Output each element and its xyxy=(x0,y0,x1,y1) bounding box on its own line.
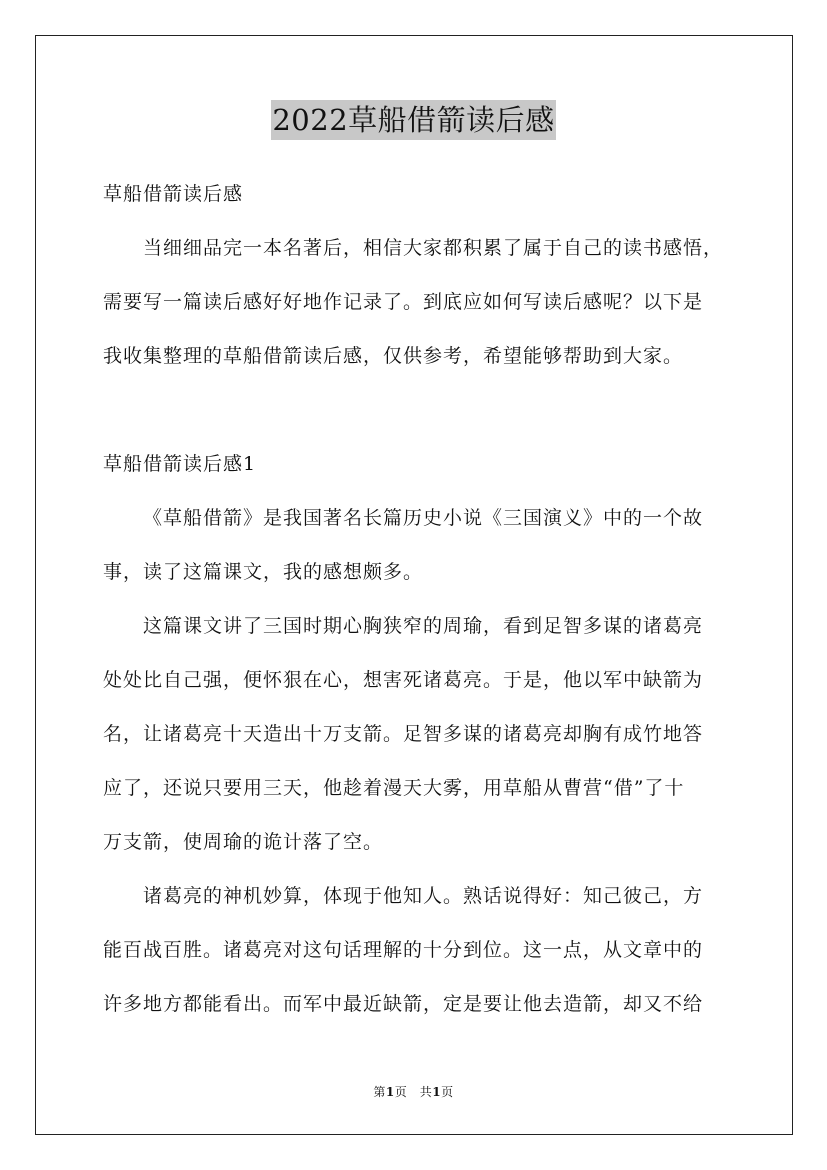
paragraph-line: 名，让诸葛亮十天造出十万支箭。足智多谋的诸葛亮却胸有成竹地答 xyxy=(103,723,704,745)
document-title: 2022草船借箭读后感 xyxy=(271,100,555,140)
page-prefix: 第 xyxy=(373,1085,386,1099)
paragraph-line: 这篇课文讲了三国时期心胸狭窄的周瑜，看到足智多谋的诸葛亮 xyxy=(143,615,704,637)
page-footer xyxy=(0,1083,827,1101)
section-heading: 草船借箭读后感1 xyxy=(103,453,257,475)
paragraph-line: 许多地方都能看出。而军中最近缺箭，定是要让他去造箭，却又不给 xyxy=(103,993,704,1015)
blank-line xyxy=(103,391,728,445)
paragraph-line: 处处比自己强，便怀狠在心，想害死诸葛亮。于是，他以军中缺箭为 xyxy=(103,669,704,691)
document-body xyxy=(103,175,728,1039)
paragraph-line: 诸葛亮的神机妙算，体现于他知人。熟话说得好：知己彼己，方 xyxy=(143,885,704,907)
paragraph-line: 事，读了这篇课文，我的感想颇多。 xyxy=(103,561,424,583)
document-subtitle: 草船借箭读后感 xyxy=(103,183,244,205)
paragraph-line: 应了，还说只要用三天，他趁着漫天大雾，用草船从曹营“借”了十 xyxy=(103,777,685,799)
paragraph-line: 当细细品完一本名著后，相信大家都积累了属于自己的读书感悟， xyxy=(143,237,724,259)
paragraph-line: 我收集整理的草船借箭读后感，仅供参考，希望能够帮助到大家。 xyxy=(103,345,684,367)
page-total: 1 xyxy=(432,1085,442,1099)
paragraph-line: 《草船借箭》是我国著名长篇历史小说《三国演义》中的一个故 xyxy=(143,507,704,529)
page-mid: 页 共 xyxy=(394,1085,433,1099)
paragraph-line: 需要写一篇读后感好好地作记录了。到底应如何写读后感呢？以下是 xyxy=(103,291,704,313)
page-number: 1 xyxy=(385,1085,395,1099)
paragraph-line: 能百战百胜。诸葛亮对这句话理解的十分到位。这一点，从文章中的 xyxy=(103,939,704,961)
page-suffix: 页 xyxy=(441,1085,454,1099)
title-container xyxy=(0,100,827,140)
paragraph-line: 万支箭，使周瑜的诡计落了空。 xyxy=(103,831,384,853)
